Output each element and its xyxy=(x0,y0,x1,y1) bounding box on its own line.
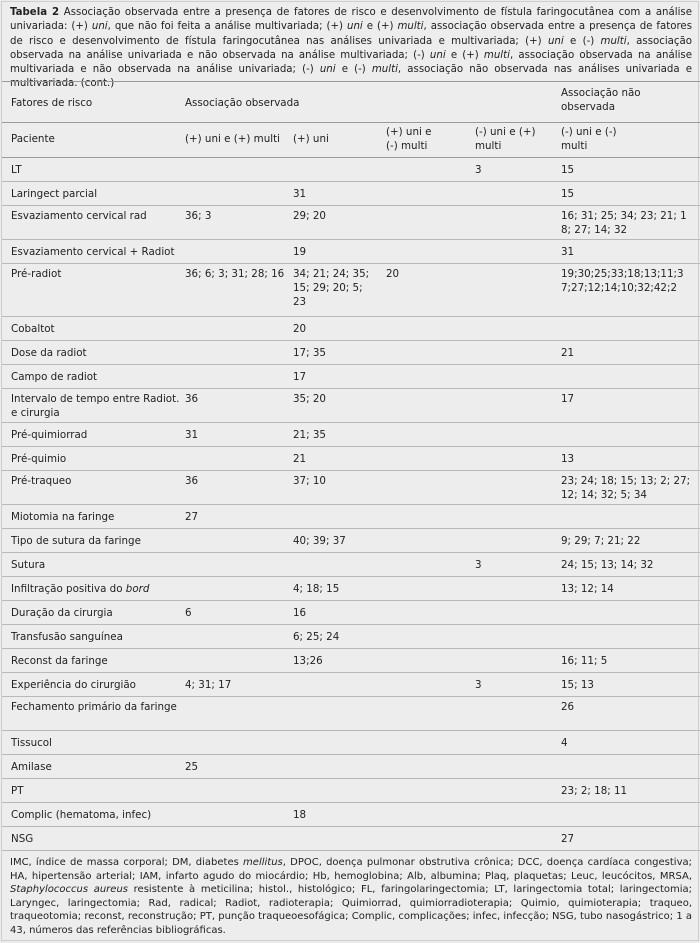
risk-factor-cell xyxy=(11,582,181,596)
risk-factor-cell: LT xyxy=(11,164,22,176)
reference-cell-c5: 16; 11; 5 xyxy=(561,655,608,667)
table-row xyxy=(2,731,700,755)
reference-cell-c2: 19 xyxy=(293,246,307,258)
reference-cell-c2: 4; 18; 15 xyxy=(293,583,340,595)
reference-cell-c5: 17 xyxy=(561,393,575,405)
reference-cell-c2: 17; 35 xyxy=(293,347,326,359)
risk-factor-cell: Transfusão sanguínea xyxy=(11,631,123,643)
reference-cell-c5: 4 xyxy=(561,737,568,749)
page xyxy=(1,1,699,941)
reference-cell-c2: 20 xyxy=(293,323,307,335)
reference-cell-c2: 18 xyxy=(293,809,307,821)
risk-factor-cell: Campo de radiot xyxy=(11,371,98,383)
caption-text: , que não foi feita a análise multivariada; (+) xyxy=(107,21,348,33)
table-row xyxy=(2,158,700,182)
reference-cell-c1: 36; 3 xyxy=(185,210,212,222)
table-row xyxy=(2,673,700,697)
risk-factor-cell: Amilase xyxy=(11,761,52,773)
reference-cell-c5: 15 xyxy=(561,164,575,176)
table-row xyxy=(2,365,700,389)
caption-text: , associação observada entre a presença de fatores de risco e desenvolvimento de fístula faringocutânea nas análises univariada e multivariada; (+) xyxy=(10,21,693,47)
table-row xyxy=(2,755,700,779)
table-row xyxy=(2,471,700,505)
header-observed-group: Associação observada xyxy=(185,97,300,109)
risk-factor-cell: Complic (hematoma, infec) xyxy=(11,809,152,821)
header-risk-factors: Fatores de risco xyxy=(11,97,93,109)
table-label: Tabela 2 xyxy=(10,7,60,18)
reference-cell-c1: 4; 31; 17 xyxy=(185,679,232,691)
reference-cell-c2: 29; 20 xyxy=(293,210,326,222)
table-row xyxy=(2,649,700,673)
reference-cell-c1: 27 xyxy=(185,511,199,523)
caption-italic: multi xyxy=(371,64,398,76)
reference-cell-c2: 40; 39; 37 xyxy=(293,535,346,547)
table-row xyxy=(2,264,700,317)
risk-factor-cell: NSG xyxy=(11,833,34,845)
subheader-pos-uni-neg-multi: (+) uni e (-) multi xyxy=(386,126,432,152)
risk-factor-cell: Duração da cirurgia xyxy=(11,607,113,619)
reference-cell-c1: 36; 6; 3; 31; 28; 16 xyxy=(185,268,285,280)
reference-cell-c4: 3 xyxy=(475,559,482,571)
table-row xyxy=(2,779,700,803)
risk-factor-cell: Esvaziamento cervical rad xyxy=(11,210,147,222)
reference-cell-c2: 13;26 xyxy=(293,655,323,667)
risk-factor-cell: Pré-quimiorrad xyxy=(11,429,88,441)
caption-text: Associação observada entre a presença de fatores de risco e desenvolvimento de fístula faringocutânea com a análise univariada: (+) xyxy=(10,7,692,33)
table-caption xyxy=(10,6,692,92)
footnote-text: resistente à meticilina; histol., histológico; FL, faringolaringectomia; LT, laringectomia total; laringectomia; Laryngec, laringectomia; Rad, radical; Radiot, radioterapia; Quimiorrad, quimiorradioterapia; Quimio, quimioterapia; traqueo, traqueotomia; reconst, reconstrução; PT, punção traqueoesofágica; Complic, complicações; infec, infecção; NSG, tubo nasogástrico; 1 a 43, números das referências bibliográficas. xyxy=(10,884,692,936)
risk-factor-text: Infiltração positiva do xyxy=(11,583,126,595)
subheader-neg-uni-pos-multi: (-) uni e (+) multi xyxy=(475,126,536,152)
footnote-text: , DPOC, doença pulmonar obstrutiva crônica; DCC, doença cardíaca congestiva; HA, hipertensão arterial; IAM, infarto agudo do miocárdio; Hb, hemoglobina; Alb, albumina; Plaq, plaquetas; Leuc, leucócitos, MRSA, xyxy=(10,857,692,882)
footnote-italic: mellitus xyxy=(243,857,283,868)
subheader-pos-uni: (+) uni xyxy=(293,133,329,145)
footnote-italic: Staphylococcus aureus xyxy=(10,884,128,896)
table-row xyxy=(2,447,700,471)
caption-italic: multi xyxy=(397,21,424,33)
reference-cell-c2: 31 xyxy=(293,188,307,200)
risk-factor-cell: Cobaltot xyxy=(11,323,55,335)
reference-cell-c2: 6; 25; 24 xyxy=(293,631,340,643)
caption-italic: uni xyxy=(91,21,108,33)
risk-factor-cell: Pré-quimio xyxy=(11,453,67,465)
footnote-text: IMC, índice de massa corporal; DM, diabetes xyxy=(10,857,244,868)
reference-cell-c4: 3 xyxy=(475,164,482,176)
subheader-pos-uni-pos-multi: (+) uni e (+) multi xyxy=(185,133,280,145)
table-row xyxy=(2,827,700,851)
table-row xyxy=(2,697,700,731)
reference-cell-c2: 35; 20 xyxy=(293,393,326,405)
table-row xyxy=(2,601,700,625)
reference-cell-c2: 37; 10 xyxy=(293,475,326,487)
table-row xyxy=(2,529,700,553)
caption-italic: uni xyxy=(547,35,564,47)
subheader-neg-uni-neg-multi: (-) uni e (-) multi xyxy=(561,126,617,152)
reference-cell-c1: 6 xyxy=(185,607,192,619)
risk-factor-cell: Laringect parcial xyxy=(11,188,98,200)
caption-italic: uni xyxy=(429,49,446,61)
caption-text: e (+) xyxy=(445,49,484,61)
risk-factor-cell: Fechamento primário da faringe xyxy=(11,701,177,713)
reference-cell-c5: 13 xyxy=(561,453,575,465)
caption-text: , associação observada na análise multivariada e não observada na análise univariada; (-) xyxy=(10,49,692,76)
table-body xyxy=(2,158,700,851)
caption-italic: uni xyxy=(347,21,363,33)
risk-factor-cell: Miotomia na faringe xyxy=(11,511,115,523)
reference-cell-c4: 3 xyxy=(475,679,482,691)
caption-text: e (+) xyxy=(362,21,398,33)
reference-cell-c5: 19;30;25;33;18;13;11;37;27;12;14;10;32;42;2 xyxy=(561,268,684,294)
risk-factor-cell: Pré-traqueo xyxy=(11,475,72,487)
risk-factor-cell: Tissucol xyxy=(11,737,52,749)
reference-cell-c5: 24; 15; 13; 14; 32 xyxy=(561,559,654,571)
caption-text: , associação não observada nas análises univariada e multivariada. (cont.) xyxy=(10,64,692,90)
reference-cell-c3: 20 xyxy=(386,268,400,280)
reference-cell-c2: 21; 35 xyxy=(293,429,326,441)
risk-factor-cell: Sutura xyxy=(11,559,46,571)
table-row xyxy=(2,182,700,206)
reference-cell-c2: 17 xyxy=(293,371,307,383)
reference-cell-c2: 16 xyxy=(293,607,307,619)
risk-factor-cell: Intervalo de tempo entre Radiot. e cirurgia xyxy=(11,393,180,419)
table-row xyxy=(2,577,700,601)
reference-cell-c1: 36 xyxy=(185,393,199,405)
table-row xyxy=(2,341,700,365)
reference-cell-c1: 25 xyxy=(185,761,199,773)
table-row xyxy=(2,240,700,264)
table-row xyxy=(2,553,700,577)
reference-cell-c5: 13; 12; 14 xyxy=(561,583,614,595)
table-row xyxy=(2,206,700,240)
risk-factor-cell: Experiência do cirurgião xyxy=(11,679,136,691)
reference-cell-c2: 21 xyxy=(293,453,307,465)
reference-cell-c5: 21 xyxy=(561,347,575,359)
reference-cell-c5: 23; 2; 18; 11 xyxy=(561,785,628,797)
reference-cell-c5: 23; 24; 18; 15; 13; 2; 27; 12; 14; 32; 5; 34 xyxy=(561,475,691,501)
table-row xyxy=(2,317,700,341)
risk-factor-cell: Reconst da faringe xyxy=(11,655,108,667)
reference-cell-c5: 15 xyxy=(561,188,575,200)
reference-cell-c1: 36 xyxy=(185,475,199,487)
reference-cell-c5: 31 xyxy=(561,246,575,258)
reference-cell-c5: 9; 29; 7; 21; 22 xyxy=(561,535,641,547)
reference-cell-c5: 16; 31; 25; 34; 23; 21; 18; 27; 14; 32 xyxy=(561,210,687,236)
table-row xyxy=(2,625,700,649)
header-not-observed-group: Associação não observada xyxy=(561,87,641,113)
reference-cell-c1: 31 xyxy=(185,429,199,441)
risk-factor-cell: Esvaziamento cervical + Radiot xyxy=(11,246,175,258)
risk-factor-cell: Dose da radiot xyxy=(11,347,87,359)
table-footnote xyxy=(10,856,692,938)
table-row xyxy=(2,389,700,423)
reference-cell-c5: 15; 13 xyxy=(561,679,594,691)
table-row xyxy=(2,423,700,447)
reference-cell-c5: 27 xyxy=(561,833,575,845)
table-row xyxy=(2,505,700,529)
caption-italic: multi xyxy=(600,35,627,47)
table-row xyxy=(2,803,700,827)
caption-text: e (-) xyxy=(335,64,372,76)
risk-factor-cell: Tipo de sutura da faringe xyxy=(11,535,141,547)
caption-text: e (-) xyxy=(563,35,601,47)
caption-italic: uni xyxy=(319,64,336,76)
caption-text: , associação observada na análise univariada e não observada na análise multivariada; (-) xyxy=(10,35,692,61)
subheader-patient: Paciente xyxy=(11,133,55,145)
reference-cell-c2: 34; 21; 24; 35; 15; 29; 20; 5; 23 xyxy=(293,268,370,308)
caption-italic: multi xyxy=(483,49,510,61)
risk-factor-italic: bord xyxy=(125,583,150,595)
reference-cell-c5: 26 xyxy=(561,701,575,713)
risk-factor-cell: Pré-radiot xyxy=(11,268,62,280)
table-header-row xyxy=(2,81,700,123)
risk-factor-cell: PT xyxy=(11,785,24,797)
table-subheader-row xyxy=(2,123,700,158)
risk-factor-table xyxy=(2,81,700,851)
